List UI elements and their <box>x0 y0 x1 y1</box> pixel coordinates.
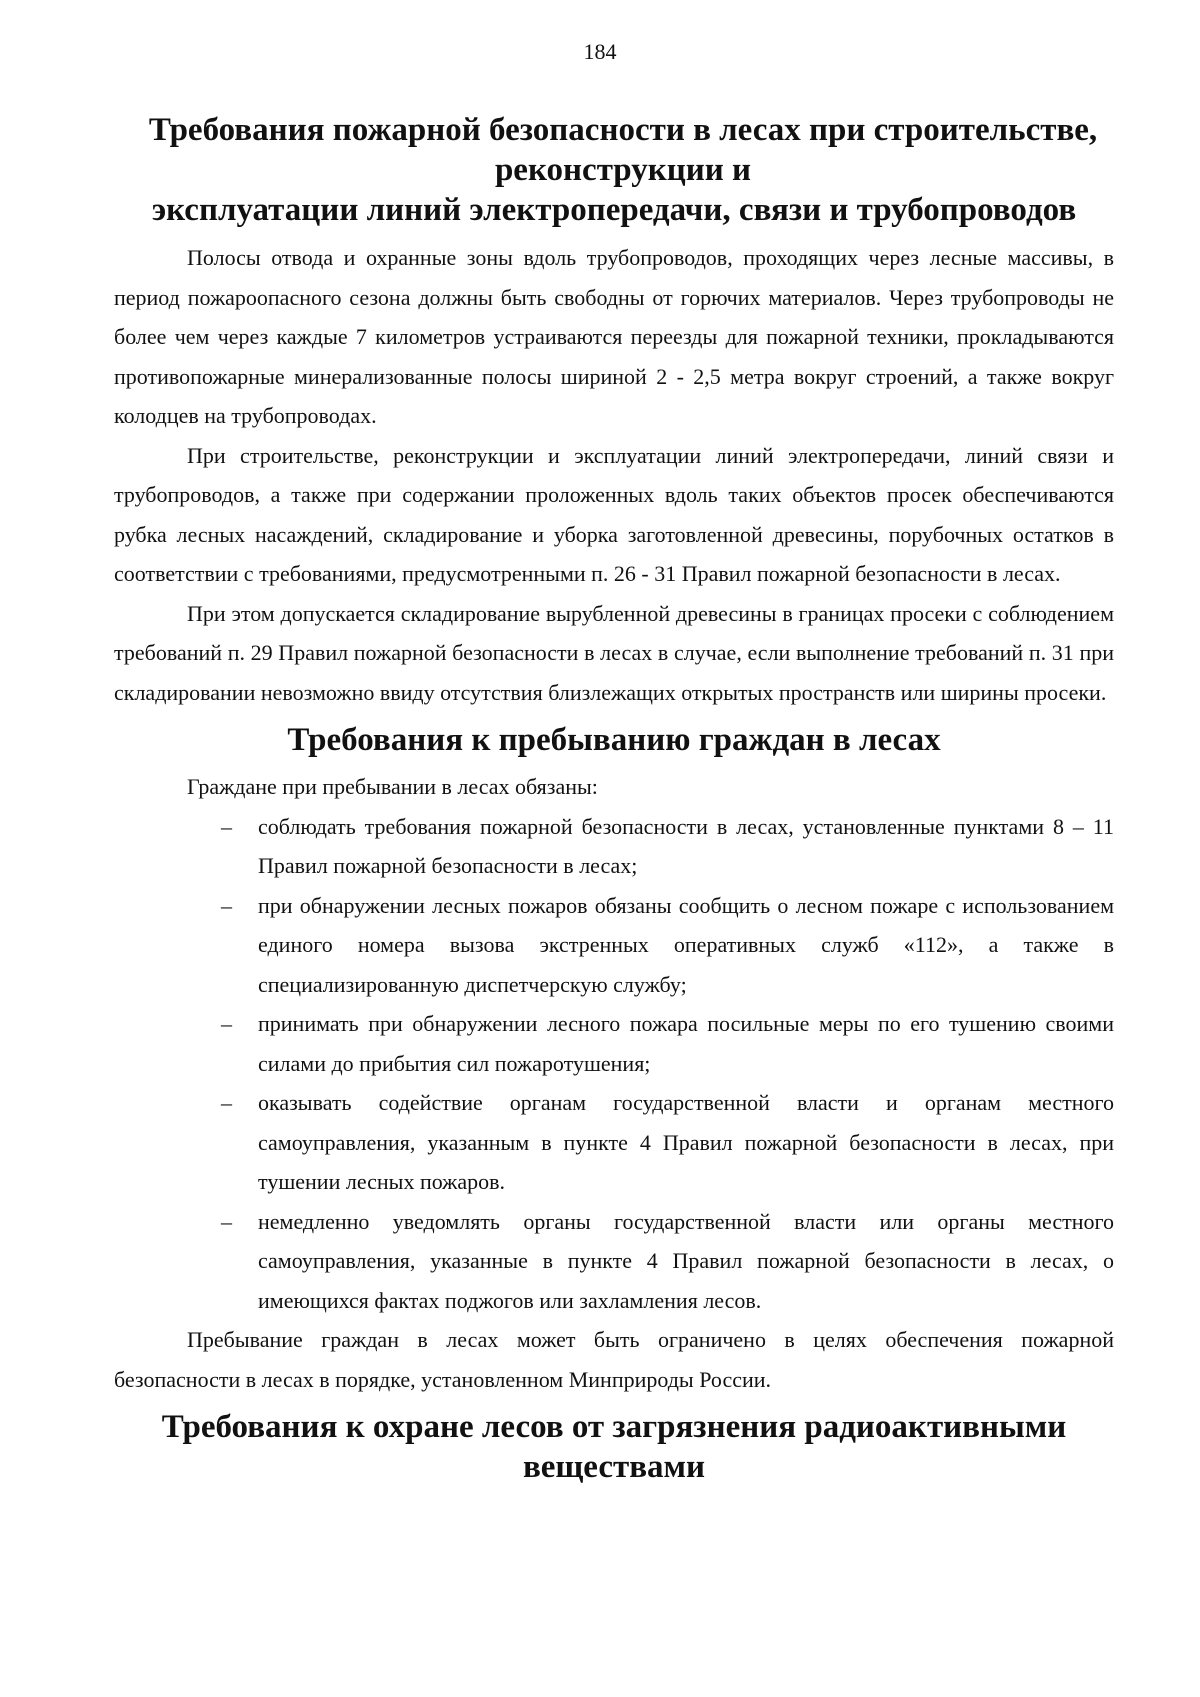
dash-bullet: – <box>221 1208 232 1234</box>
paragraph-construction: При строительстве, реконструкции и эксплуатации линий электропередачи, линий связи и трубопроводов, а также при содержании проложенных вдоль таких объектов просек обеспечиваются рубка лесных насаждений, складирование и уборка заготовленной древесины, порубочных остатков в соответствии с требованиями, предусмотренными п. 26 - 31 Правил пожарной безопасности в лесах. <box>114 442 1114 586</box>
section-title-line-2: эксплуатации линий электропередачи, связи и трубопроводов <box>151 192 1077 228</box>
document-body <box>114 110 1114 1487</box>
list-item-text: немедленно уведомлять органы государственной власти или органы местного самоуправления, указанные в пункте 4 Правил пожарной безопасности в лесах, о имеющихся фактах поджогов или захламления лесов. <box>258 1208 1114 1313</box>
section-title-citizens: Требования к пребыванию граждан в лесах <box>287 722 941 758</box>
paragraph-timber-storage: При этом допускается складирование вырубленной древесины в границах просеки с соблюдением требований п. 29 Правил пожарной безопасности в лесах в случае, если выполнение требований п. 31 при складировании невозможно ввиду отсутствия близлежащих открытых пространств или ширины просеки. <box>114 600 1114 705</box>
list-item <box>114 1083 1114 1202</box>
section-title-radioactive: Требования к охране лесов от загрязнения радиоактивными веществами <box>161 1409 1067 1485</box>
dash-bullet: – <box>221 892 232 918</box>
list-item <box>114 1004 1114 1083</box>
paragraph-pipelines: Полосы отвода и охранные зоны вдоль трубопроводов, проходящих через лесные массивы, в период пожароопасного сезона должны быть свободны от горючих материалов. Через трубопроводы не более чем через каждые 7 километров устраиваются переезды для пожарной техники, прокладываются противопожарные минерализованные полосы шириной 2 - 2,5 метра вокруг строений, а также вокруг колодцев на трубопроводах. <box>114 245 1114 428</box>
paragraph-closing: Пребывание граждан в лесах может быть ограничено в целях обеспечения пожарной безопасности в лесах в порядке, установленном Минприроды России. <box>114 1327 1114 1392</box>
section-title-line-1: Требования пожарной безопасности в лесах при строительстве, реконструкции и <box>148 112 1098 188</box>
list-intro: Граждане при пребывании в лесах обязаны: <box>187 774 598 799</box>
section-title-power-lines <box>114 110 1114 230</box>
list-item-text: оказывать содействие органам государственной власти и органам местного самоуправления, указанным в пункте 4 Правил пожарной безопасности в лесах, при тушении лесных пожаров. <box>258 1090 1114 1194</box>
dash-bullet: – <box>221 813 232 839</box>
list-item <box>114 886 1114 1005</box>
list-item <box>114 1202 1114 1321</box>
list-item-text: при обнаружении лесных пожаров обязаны сообщить о лесном пожаре с использованием единого номера вызова экстренных оперативных служб «112», а также в специализированную диспетчерскую службу; <box>258 892 1114 997</box>
page-number: 184 <box>583 39 617 64</box>
list-item-text: соблюдать требования пожарной безопасности в лесах, установленные пунктами 8 – 11 Правил пожарной безопасности в лесах; <box>258 813 1114 878</box>
list-item <box>114 807 1114 886</box>
obligations-list <box>114 807 1114 1321</box>
dash-bullet: – <box>221 1011 232 1036</box>
list-item-text: принимать при обнаружении лесного пожара посильные меры по его тушению своими силами до прибытия сил пожаротушения; <box>258 1011 1114 1076</box>
dash-bullet: – <box>221 1090 232 1115</box>
